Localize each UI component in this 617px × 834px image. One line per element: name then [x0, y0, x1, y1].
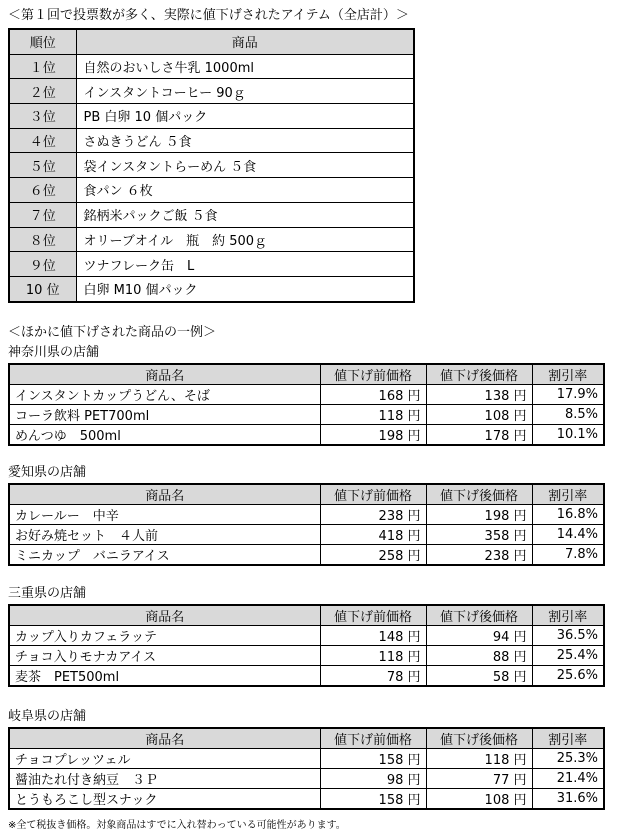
- rank-cell: ２位: [9, 79, 76, 104]
- before-price: 118 円: [320, 646, 426, 666]
- table-row: [9, 252, 414, 277]
- discount-rate: 36.5%: [532, 626, 604, 646]
- after-price: 178 円: [426, 425, 532, 446]
- footnote: ※全て税抜き価格。対象商品はすでに入れ替わっている可能性があります。: [8, 820, 346, 831]
- table-row: [9, 666, 604, 687]
- item-cell: さぬきうどん ５食: [76, 128, 414, 153]
- table-header-row: [9, 605, 604, 626]
- table-row: [9, 153, 414, 178]
- store-table: [8, 604, 605, 687]
- table-header-row: [9, 484, 604, 505]
- discount-rate-header: 割引率: [532, 364, 604, 385]
- before-price-header: 値下げ前価格: [320, 364, 426, 385]
- before-price: 158 円: [320, 749, 426, 769]
- after-price: 118 円: [426, 749, 532, 769]
- table-row: [9, 525, 604, 545]
- table-header-row: [9, 29, 414, 54]
- before-price: 98 円: [320, 769, 426, 789]
- before-price: 168 円: [320, 385, 426, 405]
- name-header: 商品名: [9, 484, 320, 505]
- item-cell: PB 白卵 10 個パック: [76, 104, 414, 129]
- table-row: [9, 626, 604, 646]
- before-price: 198 円: [320, 425, 426, 446]
- after-price: 77 円: [426, 769, 532, 789]
- item-header: 商品: [76, 29, 414, 54]
- store-table: [8, 483, 605, 566]
- product-name: めんつゆ 500ml: [9, 425, 320, 446]
- rank-cell: 10 位: [9, 276, 76, 301]
- discount-rate: 25.6%: [532, 666, 604, 687]
- rank-cell: １位: [9, 54, 76, 79]
- before-price-header: 値下げ前価格: [320, 484, 426, 505]
- before-price-header: 値下げ前価格: [320, 605, 426, 626]
- before-price: 238 円: [320, 505, 426, 525]
- table-row: [9, 425, 604, 446]
- discount-rate-header: 割引率: [532, 605, 604, 626]
- table-row: [9, 128, 414, 153]
- item-cell: ツナフレーク缶 L: [76, 252, 414, 277]
- product-name: 麦茶 PET500ml: [9, 666, 320, 687]
- after-price: 138 円: [426, 385, 532, 405]
- discount-rate: 8.5%: [532, 405, 604, 425]
- store-title: 愛知県の店舗: [8, 465, 87, 480]
- discount-rate: 17.9%: [532, 385, 604, 405]
- before-price: 258 円: [320, 545, 426, 566]
- store-title: 神奈川県の店舗: [8, 345, 100, 360]
- discount-rate: 21.4%: [532, 769, 604, 789]
- product-name: とうもろこし型スナック: [9, 789, 320, 810]
- table-header-row: [9, 728, 604, 749]
- table-row: [9, 202, 414, 227]
- table-row: [9, 769, 604, 789]
- item-cell: 自然のおいしさ牛乳 1000ml: [76, 54, 414, 79]
- store-title: 三重県の店舗: [8, 586, 87, 601]
- rank-cell: ６位: [9, 178, 76, 203]
- table-row: [9, 749, 604, 769]
- product-name: ミニカップ バニラアイス: [9, 545, 320, 566]
- after-price: 108 円: [426, 789, 532, 810]
- table-header-row: [9, 364, 604, 385]
- item-cell: 食パン ６枚: [76, 178, 414, 203]
- table-row: [9, 405, 604, 425]
- before-price: 78 円: [320, 666, 426, 687]
- table-row: [9, 789, 604, 810]
- rank-cell: ８位: [9, 227, 76, 252]
- after-price: 88 円: [426, 646, 532, 666]
- product-name: コーラ飲料 PET700ml: [9, 405, 320, 425]
- item-cell: 袋インスタントらーめん ５食: [76, 153, 414, 178]
- after-price: 198 円: [426, 505, 532, 525]
- after-price: 358 円: [426, 525, 532, 545]
- after-price-header: 値下げ後価格: [426, 364, 532, 385]
- store-title: 岐阜県の店舗: [8, 709, 87, 724]
- before-price: 158 円: [320, 789, 426, 810]
- rank-cell: ７位: [9, 202, 76, 227]
- discount-rate: 25.4%: [532, 646, 604, 666]
- before-price: 148 円: [320, 626, 426, 646]
- before-price: 418 円: [320, 525, 426, 545]
- others-title: ＜ほかに値下げされた商品の一例＞: [8, 325, 217, 340]
- table-row: [9, 104, 414, 129]
- discount-rate: 25.3%: [532, 749, 604, 769]
- after-price: 58 円: [426, 666, 532, 687]
- table-row: [9, 545, 604, 566]
- store-table: [8, 363, 605, 446]
- discount-rate: 16.8%: [532, 505, 604, 525]
- product-name: お好み焼セット ４人前: [9, 525, 320, 545]
- before-price-header: 値下げ前価格: [320, 728, 426, 749]
- name-header: 商品名: [9, 605, 320, 626]
- item-cell: 白卵 M10 個パック: [76, 276, 414, 301]
- name-header: 商品名: [9, 364, 320, 385]
- discount-rate: 7.8%: [532, 545, 604, 566]
- store-table: [8, 727, 605, 810]
- table-row: [9, 227, 414, 252]
- product-name: カップ入りカフェラッテ: [9, 626, 320, 646]
- ranking-title: ＜第１回で投票数が多く、実際に値下げされたアイテム（全店計）＞: [8, 8, 409, 23]
- product-name: 醤油たれ付き納豆 ３Ｐ: [9, 769, 320, 789]
- discount-rate: 31.6%: [532, 789, 604, 810]
- discount-rate: 10.1%: [532, 425, 604, 446]
- discount-rate-header: 割引率: [532, 484, 604, 505]
- rank-cell: ４位: [9, 128, 76, 153]
- after-price-header: 値下げ後価格: [426, 728, 532, 749]
- after-price: 94 円: [426, 626, 532, 646]
- after-price: 108 円: [426, 405, 532, 425]
- after-price-header: 値下げ後価格: [426, 605, 532, 626]
- rank-cell: ５位: [9, 153, 76, 178]
- rank-header: 順位: [9, 29, 76, 54]
- table-row: [9, 385, 604, 405]
- product-name: チョコ入りモナカアイス: [9, 646, 320, 666]
- discount-rate-header: 割引率: [532, 728, 604, 749]
- table-row: [9, 79, 414, 104]
- table-row: [9, 276, 414, 301]
- product-name: チョコプレッツェル: [9, 749, 320, 769]
- name-header: 商品名: [9, 728, 320, 749]
- item-cell: インスタントコーヒー 90ｇ: [76, 79, 414, 104]
- product-name: インスタントカップうどん、そば: [9, 385, 320, 405]
- before-price: 118 円: [320, 405, 426, 425]
- item-cell: オリーブオイル 瓶 約 500ｇ: [76, 227, 414, 252]
- table-row: [9, 54, 414, 79]
- table-row: [9, 505, 604, 525]
- table-row: [9, 646, 604, 666]
- rank-cell: ９位: [9, 252, 76, 277]
- table-row: [9, 178, 414, 203]
- after-price-header: 値下げ後価格: [426, 484, 532, 505]
- rank-cell: ３位: [9, 104, 76, 129]
- ranking-table: [8, 28, 415, 303]
- discount-rate: 14.4%: [532, 525, 604, 545]
- after-price: 238 円: [426, 545, 532, 566]
- product-name: カレールー 中辛: [9, 505, 320, 525]
- item-cell: 銘柄米パックご飯 ５食: [76, 202, 414, 227]
